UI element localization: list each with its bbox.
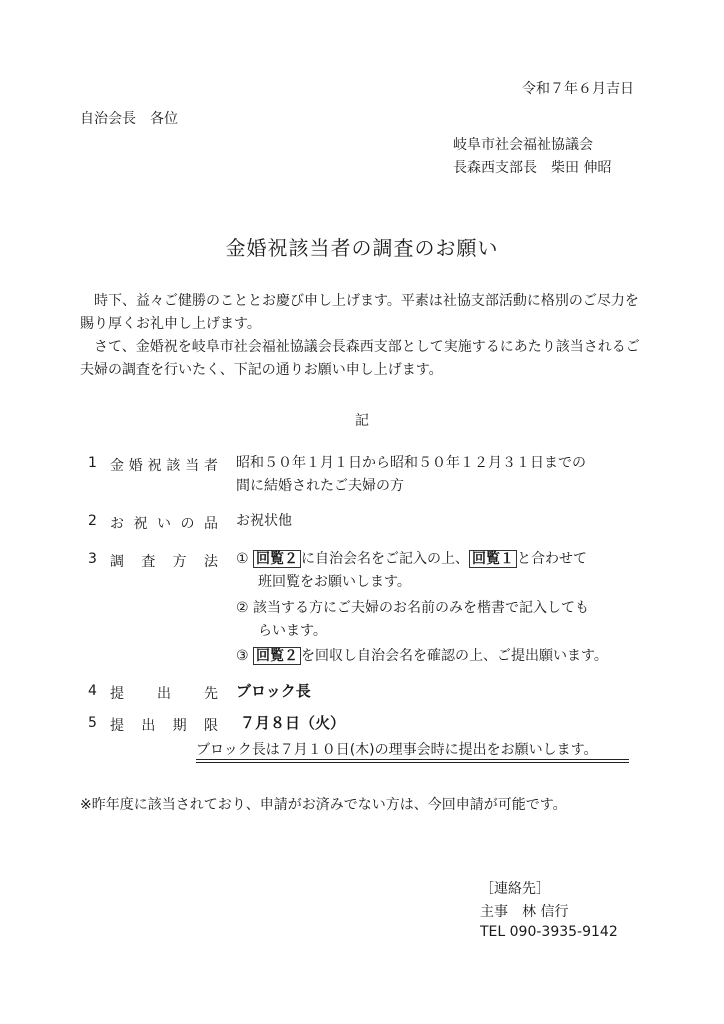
survey-step-3: ③ 回覧２ を回収し自治会名を確認の上、ご提出願います。 [236, 648, 608, 664]
item-value: 昭和５０年１月１日から昭和５０年１２月３１日までの 間に結婚されたご夫婦の方 [236, 455, 586, 494]
item-label: 調 査 方 法 [110, 554, 218, 570]
body-paragraph-2: さて、金婚祝を岐阜市社会福祉協議会長森西支部として実施するにあたり該当されるご夫婦の調査を行いたく、下記の通りお願い申し上げます。 [80, 339, 640, 378]
item-label: お 祝 い の 品 [110, 516, 218, 532]
body-text [80, 290, 650, 382]
submission-deadline: ７月８日（火） [240, 714, 346, 732]
body-paragraph-1: 時下、益々ご健勝のこととお慶び申し上げます。平素は社協支部活動に格別のご尽力を賜り厚くお礼申し上げます。 [80, 293, 639, 332]
item-number: 2 [88, 513, 97, 529]
survey-step-1: ① 回覧２ に自治会名をご記入の上、 回覧１ と合わせて 班回覧をお願いします。 [236, 551, 588, 590]
item-value: お祝状他 [236, 513, 292, 529]
kairan-2-box: 回覧２ [253, 647, 301, 665]
sender-name: 長森西支部長 柴田 伸昭 [453, 160, 612, 176]
note-underline [196, 762, 629, 763]
item-number: 3 [88, 551, 97, 567]
contact-heading: ［連絡先］ [480, 881, 550, 897]
ki-heading: 記 [355, 413, 369, 429]
item-label: 金 婚 祝 該 当 者 [110, 458, 218, 474]
document-title: 金婚祝該当者の調査のお願い [225, 236, 499, 260]
recipient: 自治会長 各位 [80, 111, 178, 127]
note-underline [196, 759, 629, 760]
item-number: 4 [88, 683, 97, 699]
item-label: 提 出 期 限 [110, 718, 218, 734]
contact-person: 主事 林 信行 [480, 904, 569, 920]
document-date: 令和７年６月吉日 [522, 81, 634, 97]
contact-phone: TEL 090-3935-9142 [480, 924, 618, 940]
kairan-1-box: 回覧１ [469, 550, 517, 568]
kairan-2-box: 回覧２ [253, 550, 301, 568]
item-number: 1 [88, 455, 97, 471]
survey-step-2: ② 該当する方にご夫婦のお名前のみを楷書で記入しても らいます。 [236, 600, 590, 639]
item-label: 提 出 先 [110, 686, 218, 702]
item-number: 5 [88, 715, 97, 731]
submission-destination: ブロック長 [236, 682, 311, 700]
footnote: ※昨年度に該当されており、申請がお済みでない方は、今回申請が可能です。 [80, 797, 567, 813]
deadline-note: ブロック長は７月１０日(木)の理事会時に提出をお願いします。 [196, 742, 598, 758]
sender-organization: 岐阜市社会福祉協議会 [453, 137, 593, 153]
